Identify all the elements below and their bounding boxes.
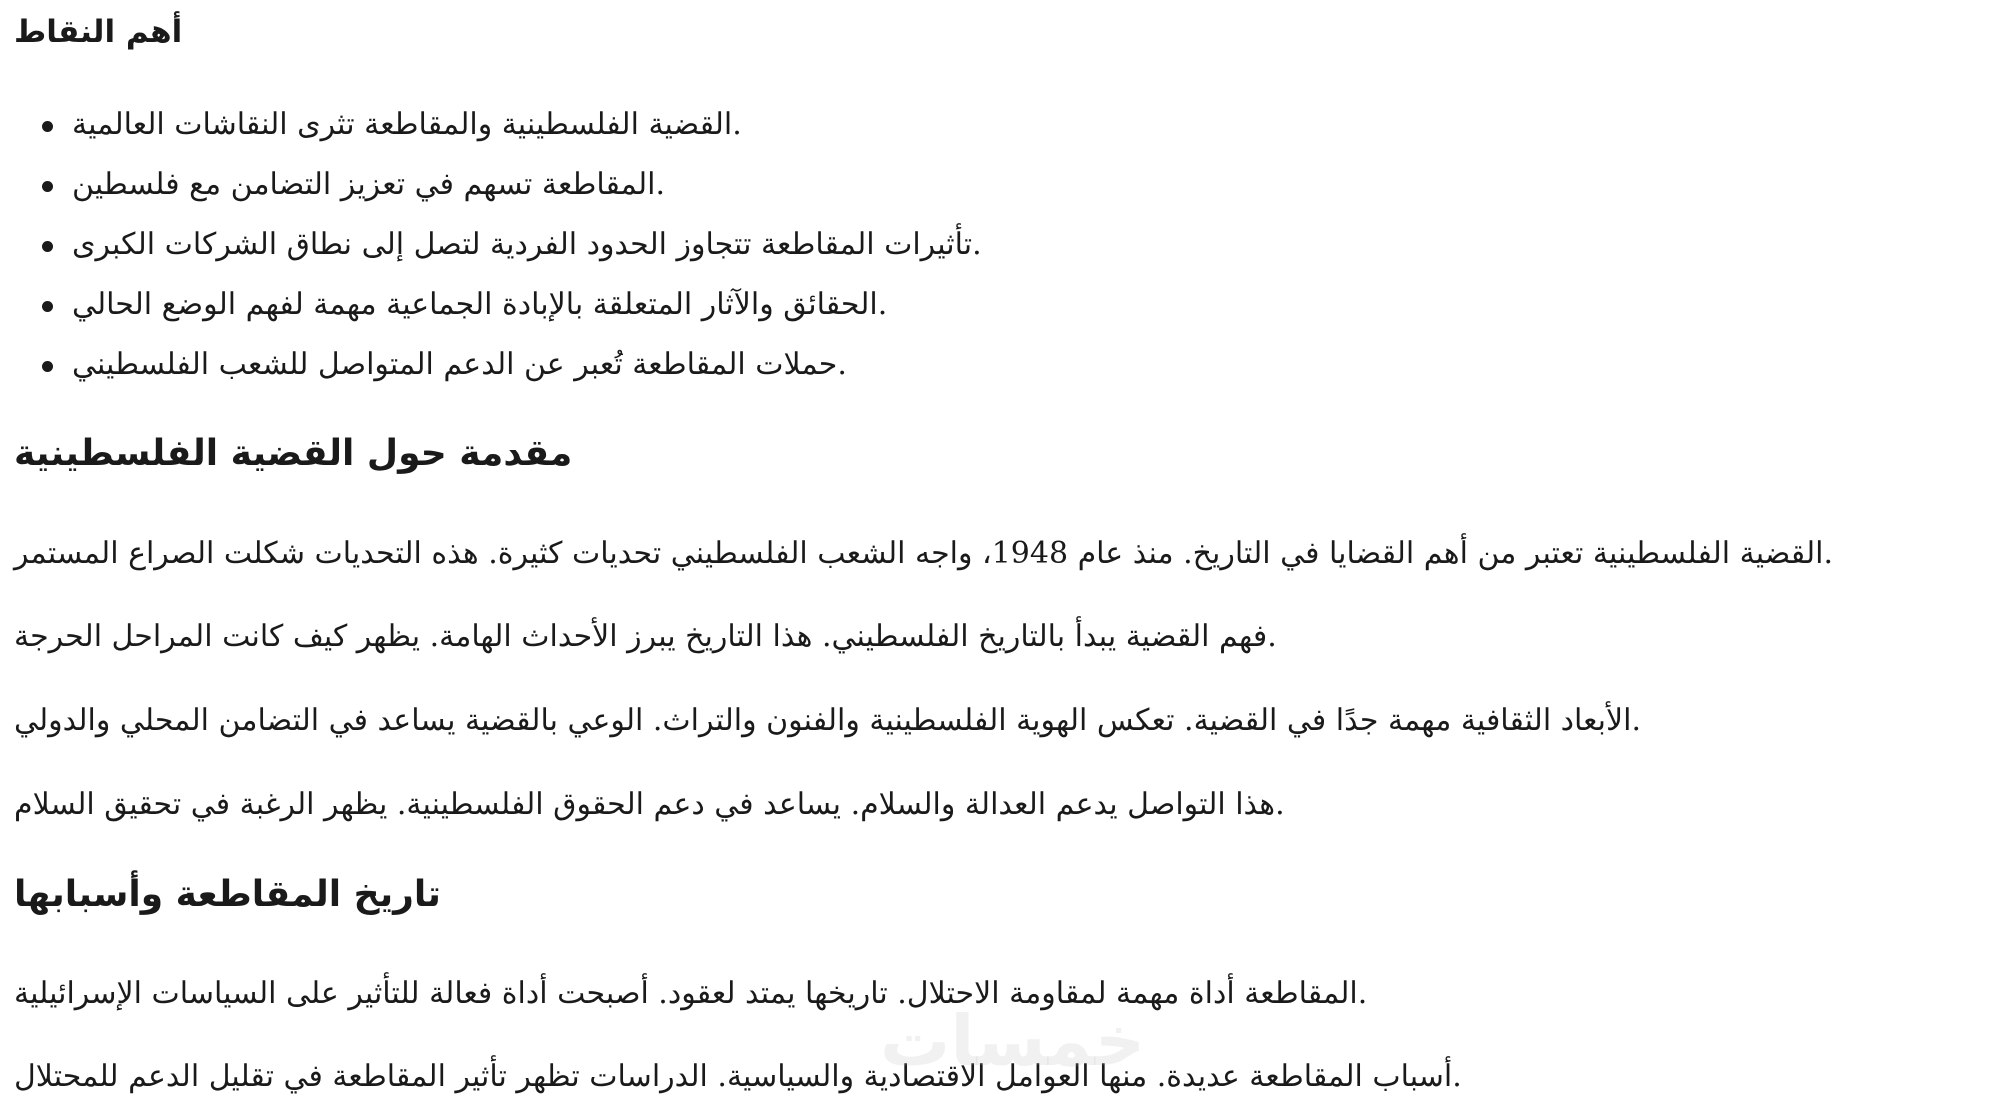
- list-item: [42, 100, 982, 160]
- list-item: [42, 160, 982, 220]
- intro-paragraph: الأبعاد الثقافية مهمة جدًا في القضية. تعكس الهوية الفلسطينية والفنون والتراث. الوعي بالقضية يساعد في التضامن المحلي والدولي.: [14, 703, 1641, 738]
- list-item: [42, 220, 982, 280]
- bullet-icon: [42, 241, 53, 252]
- intro-paragraph: القضية الفلسطينية تعتبر من أهم القضايا في التاريخ. منذ عام 1948، واجه الشعب الفلسطيني تحديات كثيرة. هذه التحديات شكلت الصراع المستمر.: [14, 536, 1833, 571]
- bullet-icon: [42, 121, 53, 132]
- key-points-list: [42, 100, 982, 400]
- list-item-text: القضية الفلسطينية والمقاطعة تثرى النقاشات العالمية.: [72, 107, 742, 142]
- key-points-heading: أهم النقاط: [14, 14, 183, 50]
- intro-paragraph: هذا التواصل يدعم العدالة والسلام. يساعد في دعم الحقوق الفلسطينية. يظهر الرغبة في تحقيق السلام.: [14, 787, 1285, 822]
- list-item: [42, 340, 982, 400]
- history-heading: تاريخ المقاطعة وأسبابها: [14, 874, 441, 915]
- list-item-text: الحقائق والآثار المتعلقة بالإبادة الجماعية مهمة لفهم الوضع الحالي.: [72, 287, 888, 322]
- bullet-icon: [42, 301, 53, 312]
- list-item-text: تأثيرات المقاطعة تتجاوز الحدود الفردية لتصل إلى نطاق الشركات الكبرى.: [72, 227, 982, 262]
- bullet-icon: [42, 181, 53, 192]
- intro-heading: مقدمة حول القضية الفلسطينية: [14, 433, 573, 474]
- article-page: [14, 0, 1984, 1094]
- list-item-text: المقاطعة تسهم في تعزيز التضامن مع فلسطين.: [72, 167, 666, 202]
- list-item: [42, 280, 982, 340]
- history-paragraph: المقاطعة أداة مهمة لمقاومة الاحتلال. تاريخها يمتد لعقود. أصبحت أداة فعالة للتأثير على السياسات الإسرائيلية.: [14, 976, 1368, 1011]
- intro-paragraph: فهم القضية يبدأ بالتاريخ الفلسطيني. هذا التاريخ يبرز الأحداث الهامة. يظهر كيف كانت المراحل الحرجة.: [14, 619, 1277, 654]
- bullet-icon: [42, 361, 53, 372]
- history-paragraph: أسباب المقاطعة عديدة. منها العوامل الاقتصادية والسياسية. الدراسات تظهر تأثير المقاطعة في تقليل الدعم للمحتلال.: [14, 1059, 1462, 1094]
- list-item-text: حملات المقاطعة تُعبر عن الدعم المتواصل للشعب الفلسطيني.: [72, 347, 847, 382]
- watermark-logo: خمسات: [880, 1000, 1146, 1082]
